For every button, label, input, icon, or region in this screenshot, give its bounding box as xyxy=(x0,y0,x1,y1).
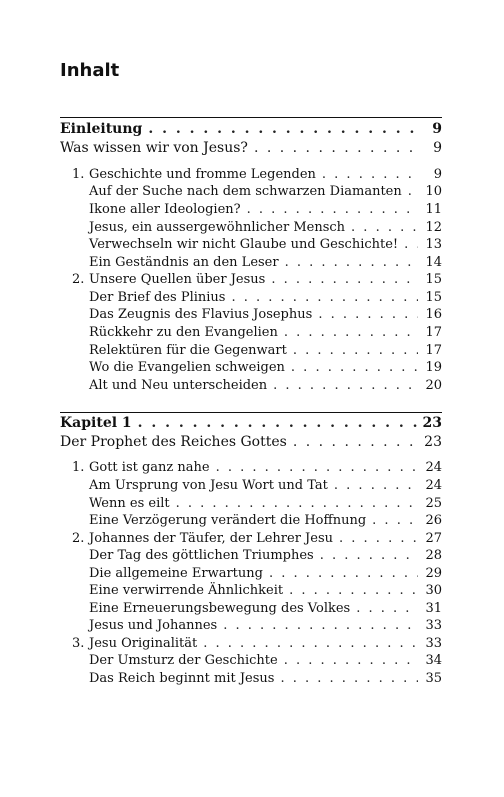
toc-entry-subsection[interactable] xyxy=(89,290,442,305)
page-title: Inhalt xyxy=(60,60,120,81)
toc-entry-page: 19 xyxy=(425,360,442,375)
toc-entry-page: 12 xyxy=(425,220,442,235)
toc-entry-page: 9 xyxy=(433,167,442,182)
dot-leader xyxy=(254,140,418,156)
dot-leader xyxy=(320,548,418,563)
toc-entry-einleitung[interactable] xyxy=(60,121,442,137)
dot-leader xyxy=(291,360,418,375)
toc-entry-page: 11 xyxy=(425,202,442,217)
toc-entry-page: 10 xyxy=(425,184,442,199)
toc-entry-chapter-title[interactable] xyxy=(60,434,442,450)
toc-entry-page: 24 xyxy=(425,478,442,493)
toc-entry-subsection[interactable] xyxy=(89,184,442,199)
toc-entry-page: 14 xyxy=(425,255,442,270)
toc-entry-number: 1. xyxy=(72,460,85,475)
toc-entry-subsection[interactable] xyxy=(89,566,442,581)
toc-entry-label: Das Zeugnis des Flavius Josephus xyxy=(89,307,313,322)
dot-leader xyxy=(284,653,418,668)
toc-entry-subsection[interactable] xyxy=(89,202,442,217)
toc-entry-page: 9 xyxy=(433,140,442,156)
toc-entry-was-wissen[interactable] xyxy=(60,140,442,156)
toc-entry-number: 2. xyxy=(72,272,85,287)
toc-entry-subsection[interactable] xyxy=(89,360,442,375)
toc-entry-page: 24 xyxy=(425,460,442,475)
toc-entry-label: Der Umsturz der Geschichte xyxy=(89,653,278,668)
toc-entry-subsection[interactable] xyxy=(89,343,442,358)
toc-entry-subsection[interactable] xyxy=(89,496,442,511)
toc-entry-page: 33 xyxy=(425,636,442,651)
toc-entry-label: Ikone aller Ideologien? xyxy=(89,202,241,217)
toc-entry-label: Geschichte und fromme Legenden xyxy=(89,167,316,182)
toc-entry-label: Relektüren für die Gegenwart xyxy=(89,343,287,358)
dot-leader xyxy=(289,583,418,598)
toc-entry-kapitel-1[interactable] xyxy=(60,415,442,431)
toc-entry-subsection[interactable] xyxy=(89,583,442,598)
dot-leader xyxy=(372,513,418,528)
toc-entry-label: Auf der Suche nach dem schwarzen Diamanten xyxy=(89,184,402,199)
toc-entry-label: Verwechseln wir nicht Glaube und Geschichte! xyxy=(89,237,399,252)
toc-entry-subsection[interactable] xyxy=(89,653,442,668)
dot-leader xyxy=(334,478,418,493)
toc-entry-label: Jesu Originalität xyxy=(89,636,198,651)
dot-leader xyxy=(138,415,417,431)
toc-entry-label: Jesus und Johannes xyxy=(89,618,218,633)
toc-entry-page: 30 xyxy=(425,583,442,598)
dot-leader xyxy=(339,531,418,546)
toc-entry-subsection[interactable] xyxy=(89,548,442,563)
dot-leader xyxy=(293,434,418,450)
toc-entry-subsection[interactable] xyxy=(89,601,442,616)
toc-entry-label: Einleitung xyxy=(60,121,143,137)
toc-entry-page: 17 xyxy=(425,325,442,340)
dot-leader xyxy=(216,460,418,475)
toc-entry-label: Wenn es eilt xyxy=(89,496,170,511)
toc-entry-page: 15 xyxy=(425,290,442,305)
toc-entry-label: Gott ist ganz nahe xyxy=(89,460,210,475)
toc-entry-label: Der Tag des göttlichen Triumphes xyxy=(89,548,314,563)
dot-leader xyxy=(356,601,418,616)
toc-entry-page: 23 xyxy=(424,434,442,450)
toc-entry-number: 1. xyxy=(72,167,85,182)
dot-leader xyxy=(271,272,418,287)
toc-entry-label: Ein Geständnis an den Leser xyxy=(89,255,279,270)
toc-entry-subsection[interactable] xyxy=(89,378,442,393)
dot-leader xyxy=(318,307,418,322)
dot-leader xyxy=(247,202,418,217)
toc-entry-label: Eine Erneuerungsbewegung des Volkes xyxy=(89,601,351,616)
toc-entry-label: Johannes der Täufer, der Lehrer Jesu xyxy=(89,531,334,546)
toc-entry-label: Wo die Evangelien schweigen xyxy=(89,360,285,375)
toc-entry-label: Kapitel 1 xyxy=(60,415,132,431)
toc-entry-page: 17 xyxy=(425,343,442,358)
dot-leader xyxy=(269,566,418,581)
toc-entry-number: 2. xyxy=(72,531,85,546)
section-rule-2 xyxy=(60,412,442,413)
toc-entry-subsection[interactable] xyxy=(89,478,442,493)
toc-entry-page: 15 xyxy=(425,272,442,287)
toc-entry-label: Was wissen wir von Jesus? xyxy=(60,140,248,156)
toc-entry-page: 35 xyxy=(425,671,442,686)
toc-entry-label: Der Prophet des Reiches Gottes xyxy=(60,434,287,450)
toc-entry-page: 20 xyxy=(425,378,442,393)
dot-leader xyxy=(203,636,418,651)
toc-entry-label: Jesus, ein aussergewöhnlicher Mensch xyxy=(89,220,346,235)
toc-entry-section[interactable] xyxy=(72,531,442,546)
toc-entry-page: 9 xyxy=(432,121,442,137)
toc-entry-label: Unsere Quellen über Jesus xyxy=(89,272,266,287)
toc-entry-page: 29 xyxy=(425,566,442,581)
dot-leader xyxy=(176,496,418,511)
toc-entry-label: Eine Verzögerung verändert die Hoffnung xyxy=(89,513,367,528)
dot-leader xyxy=(293,343,418,358)
toc-entry-subsection[interactable] xyxy=(89,255,442,270)
toc-entry-page: 27 xyxy=(425,531,442,546)
toc-entry-page: 26 xyxy=(425,513,442,528)
toc-entry-label: Am Ursprung von Jesu Wort und Tat xyxy=(89,478,328,493)
dot-leader xyxy=(280,671,418,686)
toc-entry-page: 31 xyxy=(425,601,442,616)
toc-entry-subsection[interactable] xyxy=(89,237,442,252)
toc-entry-section[interactable] xyxy=(72,636,442,651)
dot-leader xyxy=(285,255,418,270)
toc-entry-page: 13 xyxy=(425,237,442,252)
toc-entry-subsection[interactable] xyxy=(89,618,442,633)
dot-leader xyxy=(408,184,418,199)
toc-entry-label: Rückkehr zu den Evangelien xyxy=(89,325,278,340)
dot-leader xyxy=(273,378,418,393)
toc-entry-subsection[interactable] xyxy=(89,220,442,235)
dot-leader xyxy=(404,237,418,252)
toc-entry-page: 33 xyxy=(425,618,442,633)
dot-leader xyxy=(322,167,418,182)
toc-entry-page: 28 xyxy=(425,548,442,563)
toc-entry-subsection[interactable] xyxy=(89,671,442,686)
toc-entry-label: Die allgemeine Erwartung xyxy=(89,566,263,581)
dot-leader xyxy=(351,220,418,235)
toc-entry-subsection[interactable] xyxy=(89,307,442,322)
toc-entry-page: 34 xyxy=(425,653,442,668)
toc-entry-section[interactable] xyxy=(72,460,442,475)
dot-leader xyxy=(148,121,418,137)
toc-entry-section[interactable] xyxy=(72,272,442,287)
section-rule-1 xyxy=(60,117,442,118)
toc-entry-label: Alt und Neu unterscheiden xyxy=(89,378,268,393)
toc-entry-label: Eine verwirrende Ähnlichkeit xyxy=(89,583,284,598)
toc-entry-section[interactable] xyxy=(72,167,442,182)
toc-entry-label: Das Reich beginnt mit Jesus xyxy=(89,671,275,686)
dot-leader xyxy=(284,325,418,340)
dot-leader xyxy=(223,618,418,633)
toc-entry-number: 3. xyxy=(72,636,85,651)
toc-entry-label: Der Brief des Plinius xyxy=(89,290,226,305)
toc-entry-subsection[interactable] xyxy=(89,325,442,340)
toc-entry-subsection[interactable] xyxy=(89,513,442,528)
toc-entry-page: 23 xyxy=(422,415,442,431)
toc-entry-page: 16 xyxy=(425,307,442,322)
dot-leader xyxy=(231,290,418,305)
toc-entry-page: 25 xyxy=(425,496,442,511)
